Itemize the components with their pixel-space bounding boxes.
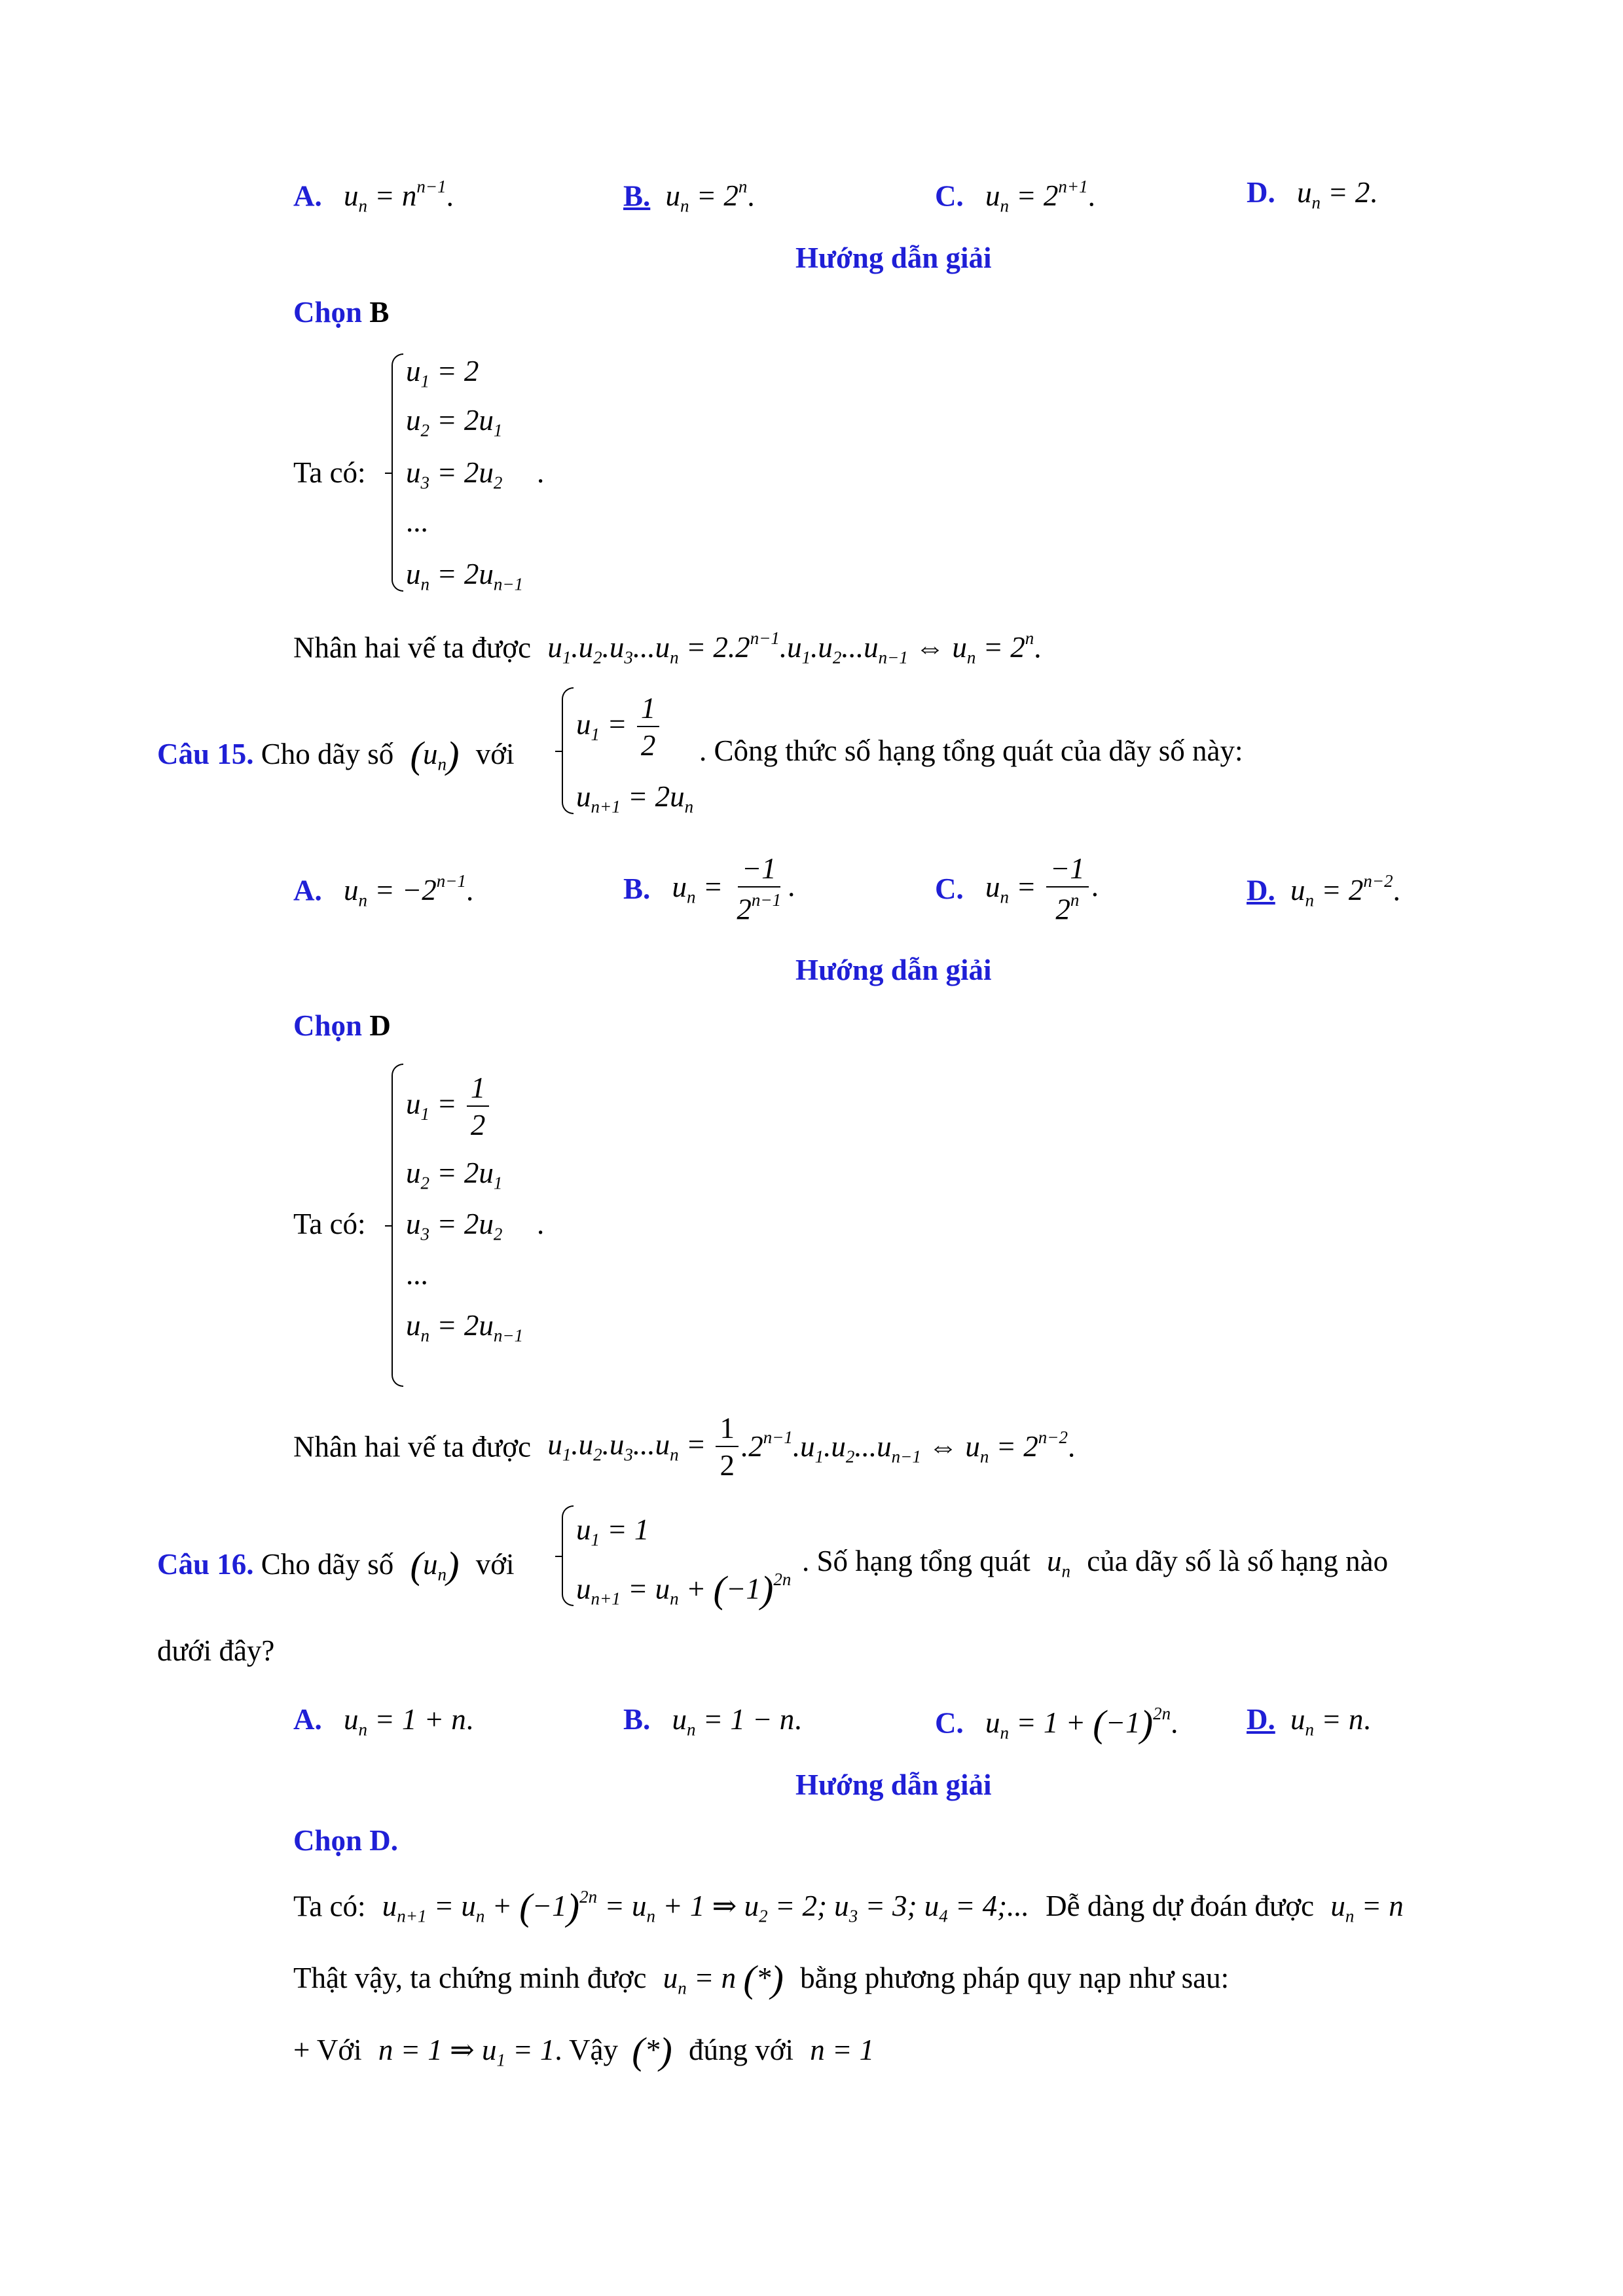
q16-line3-b: . Vậy [555, 2034, 618, 2067]
q14-choose-label: Chọn [293, 296, 363, 329]
q15-option-a-label: A. [293, 874, 322, 907]
q15-question: . Công thức số hạng tổng quát của dãy số này: [699, 734, 1243, 767]
q14-guide-heading: Hướng dẫn giải [795, 242, 992, 274]
q16-option-b: B. $u_n = 1 - n$. [623, 1703, 802, 1740]
q15-label: Câu 15. [157, 738, 254, 771]
q15-option-b-label: B. [623, 872, 651, 906]
q14-multiply-line: Nhân hai vế ta được $u_1.u_2.u_3...u_n = 2.2^{n-1}.u_1.u_2...u_{n-1}$ ⇔ $u_n = 2^n$. [293, 628, 1042, 668]
q16-system-row-2: $u_{n+1} = u_n + (-1)^{2n}$ [576, 1568, 792, 1611]
q16-option-b-label: B. [623, 1703, 651, 1736]
q16-question-b: của dãy số là số hạng nào [1087, 1545, 1389, 1577]
q16-line2-a: Thật vậy, ta chứng minh được [293, 1962, 647, 1995]
q15-option-b: B. $u_n$ = $\frac{-1}{2^{n-1}}$ . [623, 852, 795, 926]
q15-multiply-line: Nhân hai vế ta được $u_1.u_2.u_3...u_n$ = $\frac{1}{2}$ $.2^{n-1}.u_1.u_2...u_{n-1}$ ⇔ $u_n = 2^{n-2}$. [293, 1412, 1076, 1482]
q14-multiply-text: Nhân hai vế ta được [293, 631, 532, 664]
q15-system2-brace [392, 1064, 403, 1387]
q16-question-line: . Số hạng tổng quát $u_n$ của dãy số là số hạng nào [802, 1545, 1389, 1581]
q14-system-row-1: $u_1 = 2$ [406, 355, 479, 391]
q14-option-c: C. $u_n = 2^{n+1}$. [935, 177, 1095, 216]
q14-choose [293, 298, 389, 327]
q15-option-c: C. $u_n$ = $\frac{-1}{2^n}$ . [935, 852, 1099, 926]
q15-multiply-text: Nhân hai vế ta được [293, 1430, 532, 1463]
q14-system-row-5: $u_n = 2u_{n-1}$ [406, 558, 524, 594]
q14-option-b: B. $u_n = 2^n$. [623, 177, 755, 216]
q15-intro: Cho dãy số [261, 738, 394, 771]
q14-option-d-label: D. [1247, 176, 1275, 209]
q14-option-c-label: C. [935, 179, 964, 213]
q16-choose-label: Chọn D. [293, 1824, 399, 1857]
q15-with: với [475, 738, 515, 771]
q15-guide-heading: Hướng dẫn giải [795, 954, 992, 986]
q16-line-3: + Với n = 1 ⇒ $u_1 = 1$. Vậy (*) đúng với n = 1 [293, 2030, 875, 2072]
q16-question-c: dưới đây? [157, 1634, 275, 1667]
q16-intro: Cho dãy số [261, 1548, 394, 1581]
q16-line3-a: + Với [293, 2034, 362, 2067]
q15-system-row-2: $u_{n+1} = 2u_n$ [576, 780, 694, 817]
q16-label: Câu 16. [157, 1548, 254, 1581]
q15-system2-row-4: ... [406, 1258, 428, 1291]
q15-system-brace [562, 687, 574, 814]
q15-option-d: D. $u_n = 2^{n-2}$. [1247, 871, 1400, 910]
q14-taco: Ta có: [293, 456, 366, 489]
q16-option-d: D. $u_n = n$. [1247, 1703, 1371, 1740]
q14-system-row-3: $u_3 = 2u_2$ [406, 456, 503, 493]
q15-system2-row-2: $u_2 = 2u_1$ [406, 1157, 503, 1193]
q16-system-brace [562, 1505, 574, 1606]
q15-option-d-label: D. [1247, 874, 1275, 907]
q15-choose-label: Chọn [293, 1009, 363, 1042]
q15-option-a: A. $u_n = -2^{n-1}$. [293, 871, 474, 910]
q16-with: với [475, 1548, 515, 1581]
q14-system-row-4: ... [406, 505, 428, 538]
q14-system-brace [392, 353, 403, 592]
q15-choose-value: D [369, 1009, 391, 1042]
q15-system2-row-3: $u_3 = 2u_2$ [406, 1208, 503, 1244]
q16-line-1: Ta có: $u_{n+1} = u_n + (-1)^{2n} = u_n + 1$ ⇒ $u_2 = 2$; $u_3 = 3$; $u_4 = 4$;... Dễ dàng dự đoán được $u_n = n$ [293, 1886, 1404, 1929]
q15-choose [293, 1011, 391, 1041]
q15-option-c-label: C. [935, 872, 964, 906]
q15-system2-row-1: $u_1$ = $\frac{1}{2}$ [406, 1073, 492, 1140]
q15-stem: Câu 15. Cho dãy số $(u_n)$ với [157, 734, 515, 776]
q14-system-row-2: $u_2 = 2u_1$ [406, 404, 503, 440]
q16-system-row-1: $u_1 = 1$ [576, 1513, 649, 1550]
q14-option-d: D. $u_n = 2$. [1247, 176, 1377, 213]
q16-option-c-label: C. [935, 1706, 964, 1740]
q14-option-b-label: B. [623, 179, 651, 213]
q16-question-a: . Số hạng tổng quát [802, 1545, 1030, 1577]
q15-system2-period: . [537, 1208, 545, 1240]
q16-line2-b: bằng phương pháp quy nạp như sau: [800, 1962, 1230, 1995]
q16-taco: Ta có: [293, 1890, 366, 1923]
q14-choose-value: B [369, 296, 390, 329]
q15-system-row-1: $u_1$ = $\frac{1}{2}$ [576, 694, 662, 761]
q16-guide-heading: Hướng dẫn giải [795, 1768, 992, 1801]
q16-stem: Câu 16. Cho dãy số $(u_n)$ với [157, 1544, 515, 1587]
q15-system2-row-5: $u_n = 2u_{n-1}$ [406, 1309, 524, 1346]
q16-option-a-label: A. [293, 1703, 322, 1736]
q16-option-c: C. $u_n = 1 + (-1)^{2n}$. [935, 1702, 1178, 1746]
q14-option-a: A. $u_n = n^{n-1}$. [293, 177, 454, 216]
q16-option-d-label: D. [1247, 1703, 1275, 1736]
q14-system-period: . [537, 456, 545, 489]
q16-line3-c: đúng với [688, 2034, 794, 2067]
q14-option-a-label: A. [293, 179, 322, 213]
q16-line1-tail: Dễ dàng dự đoán được [1046, 1890, 1315, 1923]
q15-taco: Ta có: [293, 1208, 366, 1240]
q16-option-a: A. $u_n = 1 + n$. [293, 1703, 473, 1740]
q16-line-2: Thật vậy, ta chứng minh được $u_n = n$ (*) bằng phương pháp quy nạp như sau: [293, 1958, 1230, 2000]
